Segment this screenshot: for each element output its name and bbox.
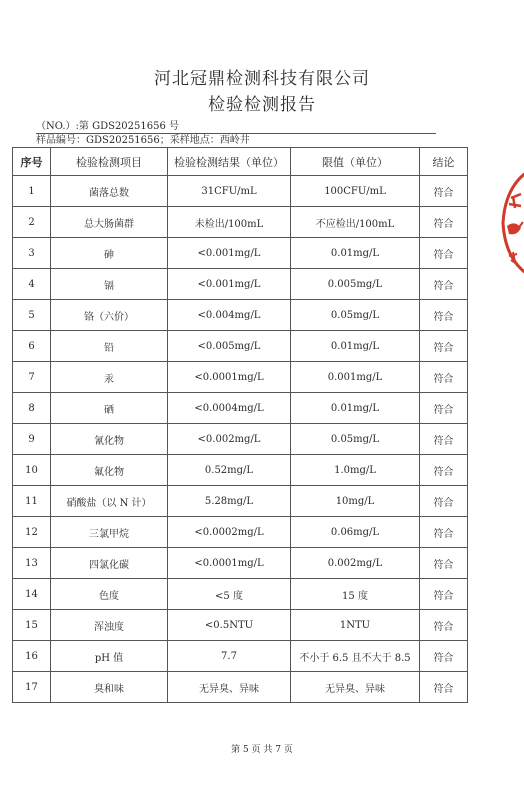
- cell-limit: 0.01mg/L: [291, 393, 420, 424]
- cell-result: <0.0004mg/L: [168, 393, 291, 424]
- cell-index: 5: [13, 300, 51, 331]
- table-row: [13, 393, 468, 424]
- cell-index: 2: [13, 207, 51, 238]
- table-row: [13, 300, 468, 331]
- cell-conclusion: 符合: [420, 300, 468, 331]
- cell-conclusion: 符合: [420, 269, 468, 300]
- cell-conclusion: 符合: [420, 455, 468, 486]
- cell-result: 31CFU/mL: [168, 176, 291, 207]
- cell-conclusion: 符合: [420, 517, 468, 548]
- cell-conclusion: 符合: [420, 672, 468, 703]
- cell-index: 14: [13, 579, 51, 610]
- cell-item: 铬（六价）: [51, 300, 168, 331]
- cell-item: 氰化物: [51, 424, 168, 455]
- table-row: [13, 331, 468, 362]
- cell-limit: 10mg/L: [291, 486, 420, 517]
- cell-result: 未检出/100mL: [168, 207, 291, 238]
- cell-limit: 0.05mg/L: [291, 300, 420, 331]
- cell-index: 12: [13, 517, 51, 548]
- cell-limit: 1NTU: [291, 610, 420, 641]
- cell-limit: 0.05mg/L: [291, 424, 420, 455]
- cell-conclusion: 符合: [420, 331, 468, 362]
- cell-limit: 0.001mg/L: [291, 362, 420, 393]
- cell-conclusion: 符合: [420, 362, 468, 393]
- header-conclusion: 结论: [420, 148, 468, 176]
- cell-limit: 不应检出/100mL: [291, 207, 420, 238]
- header-item: 检验检测项目: [51, 148, 168, 176]
- cell-index: 6: [13, 331, 51, 362]
- page-footer: 第 5 页 共 7 页: [231, 745, 293, 755]
- cell-item: 氟化物: [51, 455, 168, 486]
- cell-index: 8: [13, 393, 51, 424]
- table-row: [13, 610, 468, 641]
- table-row: [13, 455, 468, 486]
- results-table: [12, 147, 468, 703]
- table-row: [13, 486, 468, 517]
- cell-result: <0.004mg/L: [168, 300, 291, 331]
- cell-result: <0.005mg/L: [168, 331, 291, 362]
- cell-conclusion: 符合: [420, 207, 468, 238]
- table-row: [13, 176, 468, 207]
- cell-item: 浑浊度: [51, 610, 168, 641]
- cell-result: 0.52mg/L: [168, 455, 291, 486]
- cell-item: 臭和味: [51, 672, 168, 703]
- cell-conclusion: 符合: [420, 641, 468, 672]
- report-number: （NO.）:第 GDS20251656 号: [36, 117, 436, 134]
- cell-conclusion: 符合: [420, 238, 468, 269]
- cell-index: 9: [13, 424, 51, 455]
- header-limit: 限值（单位）: [291, 148, 420, 176]
- cell-limit: 无异臭、异味: [291, 672, 420, 703]
- sample-info: 样品编号：GDS20251656；采样地点：西岭井: [36, 135, 250, 146]
- cell-item: 镉: [51, 269, 168, 300]
- cell-item: 汞: [51, 362, 168, 393]
- cell-limit: 1.0mg/L: [291, 455, 420, 486]
- cell-result: <0.001mg/L: [168, 238, 291, 269]
- cell-result: <0.0002mg/L: [168, 517, 291, 548]
- cell-item: 菌落总数: [51, 176, 168, 207]
- table-row: [13, 362, 468, 393]
- table-row: [13, 672, 468, 703]
- table-row: [13, 641, 468, 672]
- cell-index: 3: [13, 238, 51, 269]
- cell-result: 无异臭、异味: [168, 672, 291, 703]
- cell-result: <5 度: [168, 579, 291, 610]
- cell-limit: 0.002mg/L: [291, 548, 420, 579]
- cell-item: 四氯化碳: [51, 548, 168, 579]
- red-seal-stamp: [497, 168, 524, 278]
- cell-result: <0.001mg/L: [168, 269, 291, 300]
- table-row: [13, 207, 468, 238]
- table-row: [13, 238, 468, 269]
- cell-conclusion: 符合: [420, 176, 468, 207]
- cell-index: 17: [13, 672, 51, 703]
- table-row: [13, 424, 468, 455]
- cell-conclusion: 符合: [420, 424, 468, 455]
- cell-conclusion: 符合: [420, 579, 468, 610]
- cell-item: pH 值: [51, 641, 168, 672]
- cell-index: 11: [13, 486, 51, 517]
- table-header-row: [13, 148, 468, 176]
- header-result: 检验检测结果（单位）: [168, 148, 291, 176]
- cell-limit: 0.06mg/L: [291, 517, 420, 548]
- cell-conclusion: 符合: [420, 486, 468, 517]
- table-row: [13, 269, 468, 300]
- cell-limit: 不小于 6.5 且不大于 8.5: [291, 641, 420, 672]
- cell-index: 7: [13, 362, 51, 393]
- cell-limit: 0.01mg/L: [291, 238, 420, 269]
- cell-limit: 0.005mg/L: [291, 269, 420, 300]
- cell-item: 砷: [51, 238, 168, 269]
- cell-result: 7.7: [168, 641, 291, 672]
- cell-result: <0.0001mg/L: [168, 548, 291, 579]
- table-row: [13, 579, 468, 610]
- cell-limit: 0.01mg/L: [291, 331, 420, 362]
- cell-index: 1: [13, 176, 51, 207]
- cell-item: 总大肠菌群: [51, 207, 168, 238]
- cell-item: 色度: [51, 579, 168, 610]
- cell-conclusion: 符合: [420, 548, 468, 579]
- header-index: 序号: [13, 148, 51, 176]
- cell-index: 16: [13, 641, 51, 672]
- cell-item: 硒: [51, 393, 168, 424]
- cell-result: 5.28mg/L: [168, 486, 291, 517]
- cell-conclusion: 符合: [420, 610, 468, 641]
- cell-limit: 100CFU/mL: [291, 176, 420, 207]
- cell-index: 15: [13, 610, 51, 641]
- cell-item: 铅: [51, 331, 168, 362]
- cell-index: 10: [13, 455, 51, 486]
- cell-index: 4: [13, 269, 51, 300]
- cell-item: 三氯甲烷: [51, 517, 168, 548]
- cell-index: 13: [13, 548, 51, 579]
- report-title: 检验检测报告: [208, 95, 316, 115]
- cell-item: 硝酸盐（以 N 计）: [51, 486, 168, 517]
- cell-conclusion: 符合: [420, 393, 468, 424]
- table-row: [13, 548, 468, 579]
- cell-result: <0.002mg/L: [168, 424, 291, 455]
- company-name: 河北冠鼎检测科技有限公司: [154, 69, 370, 89]
- cell-result: <0.0001mg/L: [168, 362, 291, 393]
- cell-limit: 15 度: [291, 579, 420, 610]
- cell-result: <0.5NTU: [168, 610, 291, 641]
- table-row: [13, 517, 468, 548]
